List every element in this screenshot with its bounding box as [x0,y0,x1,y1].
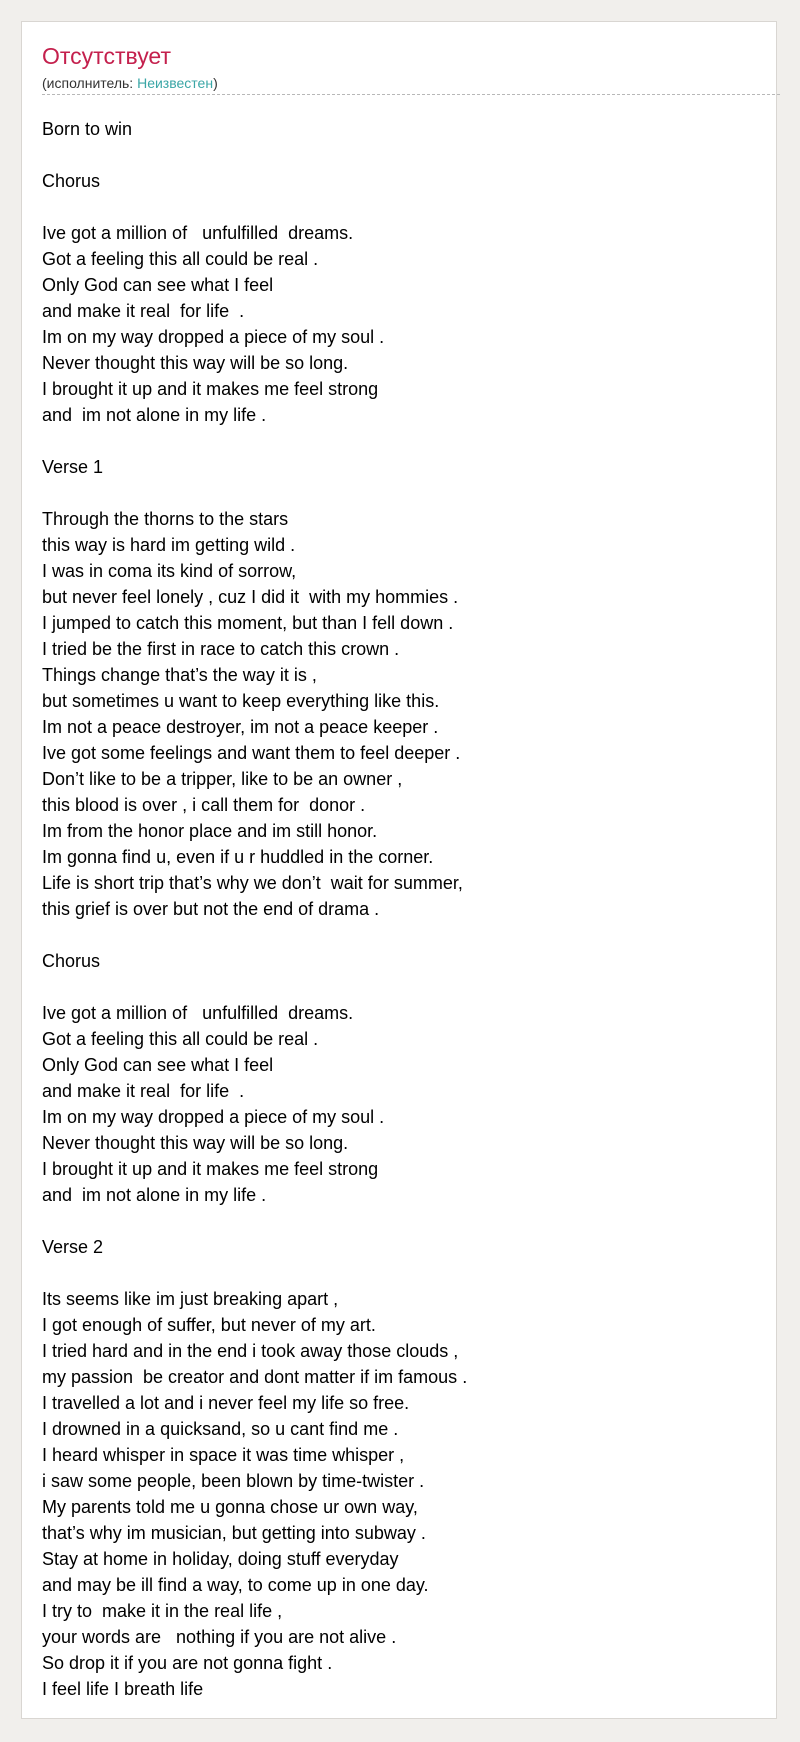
lyrics-line: I brought it up and it makes me feel strong [42,379,379,399]
lyrics-blank-line [42,974,742,1000]
lyrics-line: this blood is over , i call them for donor . [42,795,366,815]
lyrics-line: I brought it up and it makes me feel strong [42,1159,379,1179]
lyrics-line: Only God can see what I feel [42,275,274,295]
lyrics-blank-line [42,922,742,948]
lyrics-line: and im not alone in my life . [42,405,267,425]
lyrics-line: Chorus [42,171,101,191]
lyrics-blank-line [42,142,742,168]
lyrics-line: my passion be creator and dont matter if im famous . [42,1367,468,1387]
lyrics-line: So drop it if you are not gonna fight . [42,1653,333,1673]
lyrics-line: Stay at home in holiday, doing stuff everyday [42,1549,399,1569]
lyrics-line: Born to win [42,119,133,139]
lyrics-line: I tried be the first in race to catch this crown . [42,639,400,659]
lyrics-line: My parents told me u gonna chose ur own way, [42,1497,418,1517]
lyrics-line: Im gonna find u, even if u r huddled in the corner. [42,847,434,867]
lyrics-line: Verse 2 [42,1237,104,1257]
lyrics-body [42,116,742,1702]
lyrics-line: Through the thorns to the stars [42,509,289,529]
lyrics-line: Im on my way dropped a piece of my soul . [42,327,385,347]
artist-line [42,74,218,92]
lyrics-line: I travelled a lot and i never feel my life so free. [42,1393,410,1413]
lyrics-line: Things change that’s the way it is , [42,665,317,685]
lyrics-line: I heard whisper in space it was time whisper , [42,1445,405,1465]
lyrics-line: and may be ill find a way, to come up in one day. [42,1575,429,1595]
lyrics-line: Ive got a million of unfulfilled dreams. [42,223,354,243]
lyrics-line: Never thought this way will be so long. [42,353,349,373]
lyrics-line: Ive got some feelings and want them to feel deeper . [42,743,461,763]
lyrics-line: I got enough of suffer, but never of my art. [42,1315,376,1335]
song-title: Отсутствует [42,43,171,69]
lyrics-line: Im on my way dropped a piece of my soul . [42,1107,385,1127]
lyrics-line: Im not a peace destroyer, im not a peace keeper . [42,717,439,737]
lyrics-line: I drowned in a quicksand, so u cant find me . [42,1419,399,1439]
lyrics-line: Ive got a million of unfulfilled dreams. [42,1003,354,1023]
lyrics-line: and make it real for life . [42,301,245,321]
lyrics-line: and make it real for life . [42,1081,245,1101]
lyrics-line: this grief is over but not the end of drama . [42,899,380,919]
lyrics-blank-line [42,1260,742,1286]
lyrics-line: but sometimes u want to keep everything like this. [42,691,440,711]
artist-prefix: (исполнитель: [42,75,138,91]
lyrics-line: but never feel lonely , cuz I did it with my hommies . [42,587,459,607]
lyrics-line: this way is hard im getting wild . [42,535,296,555]
lyrics-blank-line [42,194,742,220]
title-divider [42,94,780,95]
lyrics-line: i saw some people, been blown by time-twister . [42,1471,425,1491]
lyrics-line: Verse 1 [42,457,104,477]
lyrics-line: and im not alone in my life . [42,1185,267,1205]
lyrics-line: that’s why im musician, but getting into subway . [42,1523,426,1543]
lyrics-line: Got a feeling this all could be real . [42,1029,319,1049]
lyrics-blank-line [42,480,742,506]
lyrics-line: I jumped to catch this moment, but than I fell down . [42,613,454,633]
artist-link[interactable]: Неизвестен [137,75,214,91]
lyrics-line: I was in coma its kind of sorrow, [42,561,297,581]
lyrics-line: Only God can see what I feel [42,1055,274,1075]
lyrics-line: Never thought this way will be so long. [42,1133,349,1153]
lyrics-line: Life is short trip that’s why we don’t wait for summer, [42,873,463,893]
lyrics-blank-line [42,428,742,454]
lyrics-line: I try to make it in the real life , [42,1601,283,1621]
lyrics-line: Don’t like to be a tripper, like to be an owner , [42,769,403,789]
lyrics-line: I tried hard and in the end i took away those clouds , [42,1341,459,1361]
lyrics-line: Its seems like im just breaking apart , [42,1289,339,1309]
lyrics-card [21,21,777,1719]
lyrics-line: Got a feeling this all could be real . [42,249,319,269]
lyrics-line: your words are nothing if you are not alive . [42,1627,397,1647]
lyrics-line: Im from the honor place and im still honor. [42,821,378,841]
artist-suffix: ) [213,75,218,91]
lyrics-line: Chorus [42,951,101,971]
lyrics-line: I feel life I breath life [42,1679,204,1699]
lyrics-blank-line [42,1208,742,1234]
